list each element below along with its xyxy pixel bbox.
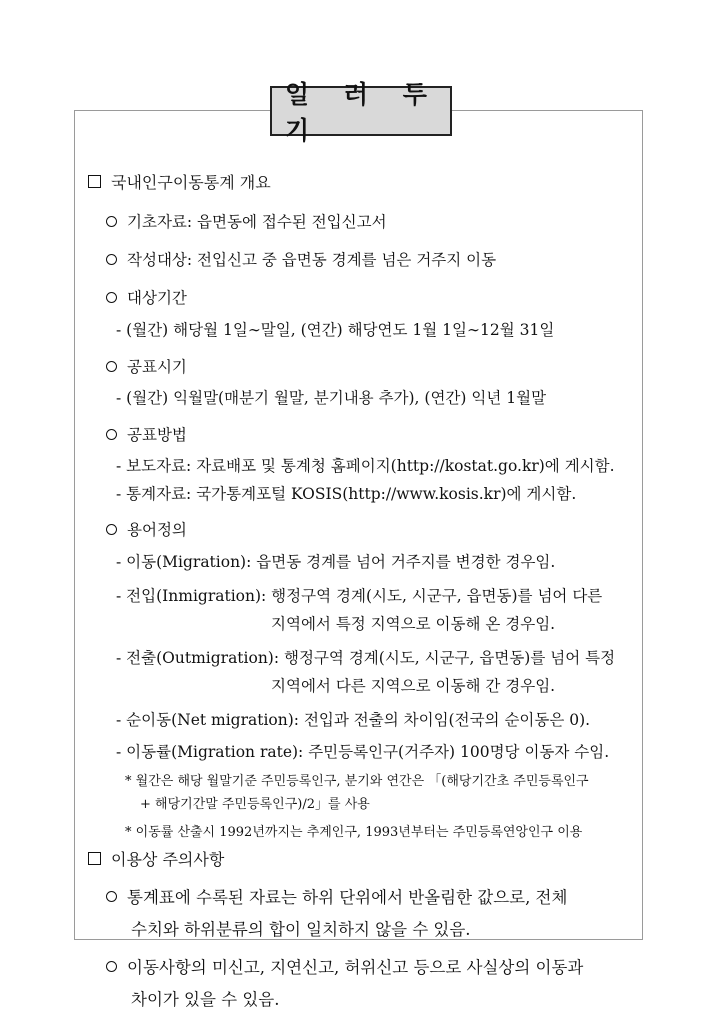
note-population-cont: + 해당기간말 주민등록인구)/2」를 사용 (140, 797, 370, 812)
circle-bullet-icon (106, 361, 117, 372)
section-heading-overview: 국내인구이동통계 개요 (88, 170, 636, 193)
def-migration: - 이동(Migration): 읍면동 경계를 넘어 거주지를 변경한 경우임. (116, 553, 556, 571)
square-bullet-icon (88, 175, 101, 188)
section-heading-cautions: 이용상 주의사항 (88, 847, 636, 870)
def-inmigration-cont: 지역에서 특정 지역으로 이동해 온 경우임. (271, 615, 556, 633)
caution-rounding-cont: 수치와 하위분류의 합이 일치하지 않을 수 있음. (131, 920, 471, 939)
circle-bullet-icon (106, 524, 117, 535)
def-net-migration: - 순이동(Net migration): 전입과 전출의 차이임(전국의 순이동은 0). (116, 711, 591, 729)
caution-reporting: 이동사항의 미신고, 지연신고, 허위신고 등으로 사실상의 이동과 (88, 954, 636, 978)
square-bullet-icon (88, 852, 101, 865)
circle-bullet-icon (106, 891, 117, 902)
item-release-time: 공표시기 (88, 355, 636, 377)
detail-statistics-data: - 통계자료: 국가통계포털 KOSIS(http://www.kosis.kr)에 게시함. (116, 485, 577, 503)
page-title: 일 러 두 기 (270, 86, 452, 136)
note-population: * 월간은 해당 월말기준 주민등록인구, 분기와 연간은 「(해당기간초 주민등록인구 (125, 774, 589, 789)
item-release-method: 공표방법 (88, 423, 636, 445)
caution-reporting-cont: 차이가 있을 수 있음. (131, 990, 280, 1009)
caution-rounding: 통계표에 수록된 자료는 하위 단위에서 반올림한 값으로, 전체 (88, 884, 636, 908)
circle-bullet-icon (106, 292, 117, 303)
note-rate-calculation: * 이동률 산출시 1992년까지는 추계인구, 1993년부터는 주민등록연앙인구 이용 (125, 825, 583, 840)
item-target: 작성대상: 전입신고 중 읍면동 경계를 넘은 거주지 이동 (88, 248, 636, 270)
circle-bullet-icon (106, 429, 117, 440)
def-outmigration-cont: 지역에서 다른 지역으로 이동해 간 경우임. (271, 677, 556, 695)
detail-period: - (월간) 해당월 1일∼말일, (연간) 해당연도 1월 1일∼12월 31일 (116, 321, 555, 339)
def-outmigration: - 전출(Outmigration): 행정구역 경계(시도, 시군구, 읍면동)를 넘어 특정 (116, 649, 616, 667)
detail-release-time: - (월간) 익월말(매분기 월말, 분기내용 추가), (연간) 익년 1월말 (116, 389, 547, 407)
def-inmigration: - 전입(Inmigration): 행정구역 경계(시도, 시군구, 읍면동)를 넘어 다른 (116, 587, 603, 605)
item-period: 대상기간 (88, 286, 636, 308)
circle-bullet-icon (106, 254, 117, 265)
item-basic-data: 기초자료: 읍면동에 접수된 전입신고서 (88, 210, 636, 232)
notes-content (88, 170, 636, 1010)
item-definitions: 용어정의 (88, 518, 636, 540)
circle-bullet-icon (106, 961, 117, 972)
def-migration-rate: - 이동률(Migration rate): 주민등록인구(거주자) 100명당 이동자 수임. (116, 743, 610, 761)
circle-bullet-icon (106, 216, 117, 227)
detail-press-release: - 보도자료: 자료배포 및 통계청 홈페이지(http://kostat.go.kr)에 게시함. (116, 457, 615, 475)
